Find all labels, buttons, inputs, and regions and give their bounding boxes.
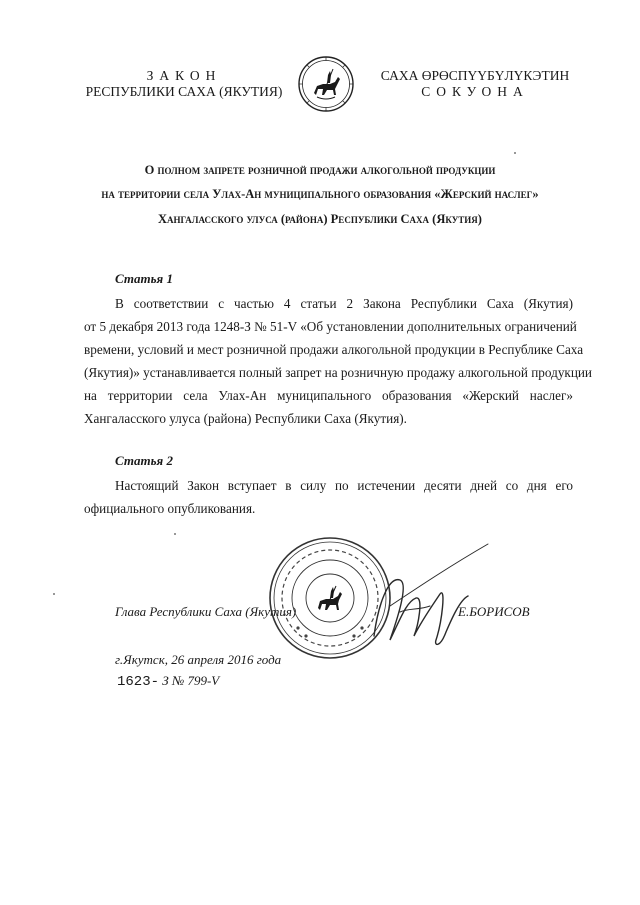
scan-speck [53,593,55,595]
registration-law-number: З № 799-V [162,673,220,688]
header-right-line1: САХА ӨРӨСПҮҮБҮЛҮКЭТИН [380,68,570,83]
article1-line: В соответствии с частью 4 статьи 2 Закона Республики Саха (Якутия) [115,296,573,311]
article2-line: официального опубликования. [84,501,256,516]
header-right-line2: СОКУОНА [421,84,529,99]
signatory-title: Глава Республики Саха (Якутия) [115,604,297,619]
law-title-line2: на территории села Улах-Ан муниципального образования «Жерский наслег» [101,187,539,201]
article1-line: на территории села Улах-Ан муниципального образования «Жерский наслег» [84,388,573,403]
place-and-date: г.Якутск, 26 апреля 2016 года [115,652,282,667]
registration-typed-number: 1623- [117,674,160,690]
header-left-line2: РЕСПУБЛИКИ САХА (ЯКУТИЯ) [85,84,283,99]
coat-of-arms-icon [297,55,355,113]
scan-speck [174,533,176,535]
scan-speck [514,152,516,154]
article2-line: Настоящий Закон вступает в силу по истечении десяти дней со дня его [115,478,573,493]
header-left [68,68,300,100]
article1-line: (Якутия)» устанавливается полный запрет на розничную продажу алкогольной продукции [84,365,592,380]
header-right [366,68,584,100]
article1-line: времени, условий и мест розничной продажи алкогольной продукции в Республике Саха [84,342,584,357]
handwritten-signature-icon [360,536,490,656]
signatory-name: Е.БОРИСОВ [458,604,530,619]
header-left-line1: ЗАКОН [146,68,222,83]
article1-heading: Статья 1 [115,271,173,286]
article1-line: Хангаласского улуса (района) Республики Саха (Якутия). [84,411,407,426]
registration-number [117,673,219,690]
article2-heading: Статья 2 [115,453,173,468]
article2-text [84,474,573,520]
article1-text [84,292,592,430]
law-title-line3: Хангаласского улуса (района) Республики Саха (Якутия) [158,212,482,226]
law-title-line1: О полном запрете розничной продажи алкогольной продукции [144,163,496,177]
article1-line: от 5 декабря 2013 года 1248-З № 51-V «Об установлении дополнительных ограничений [84,319,577,334]
